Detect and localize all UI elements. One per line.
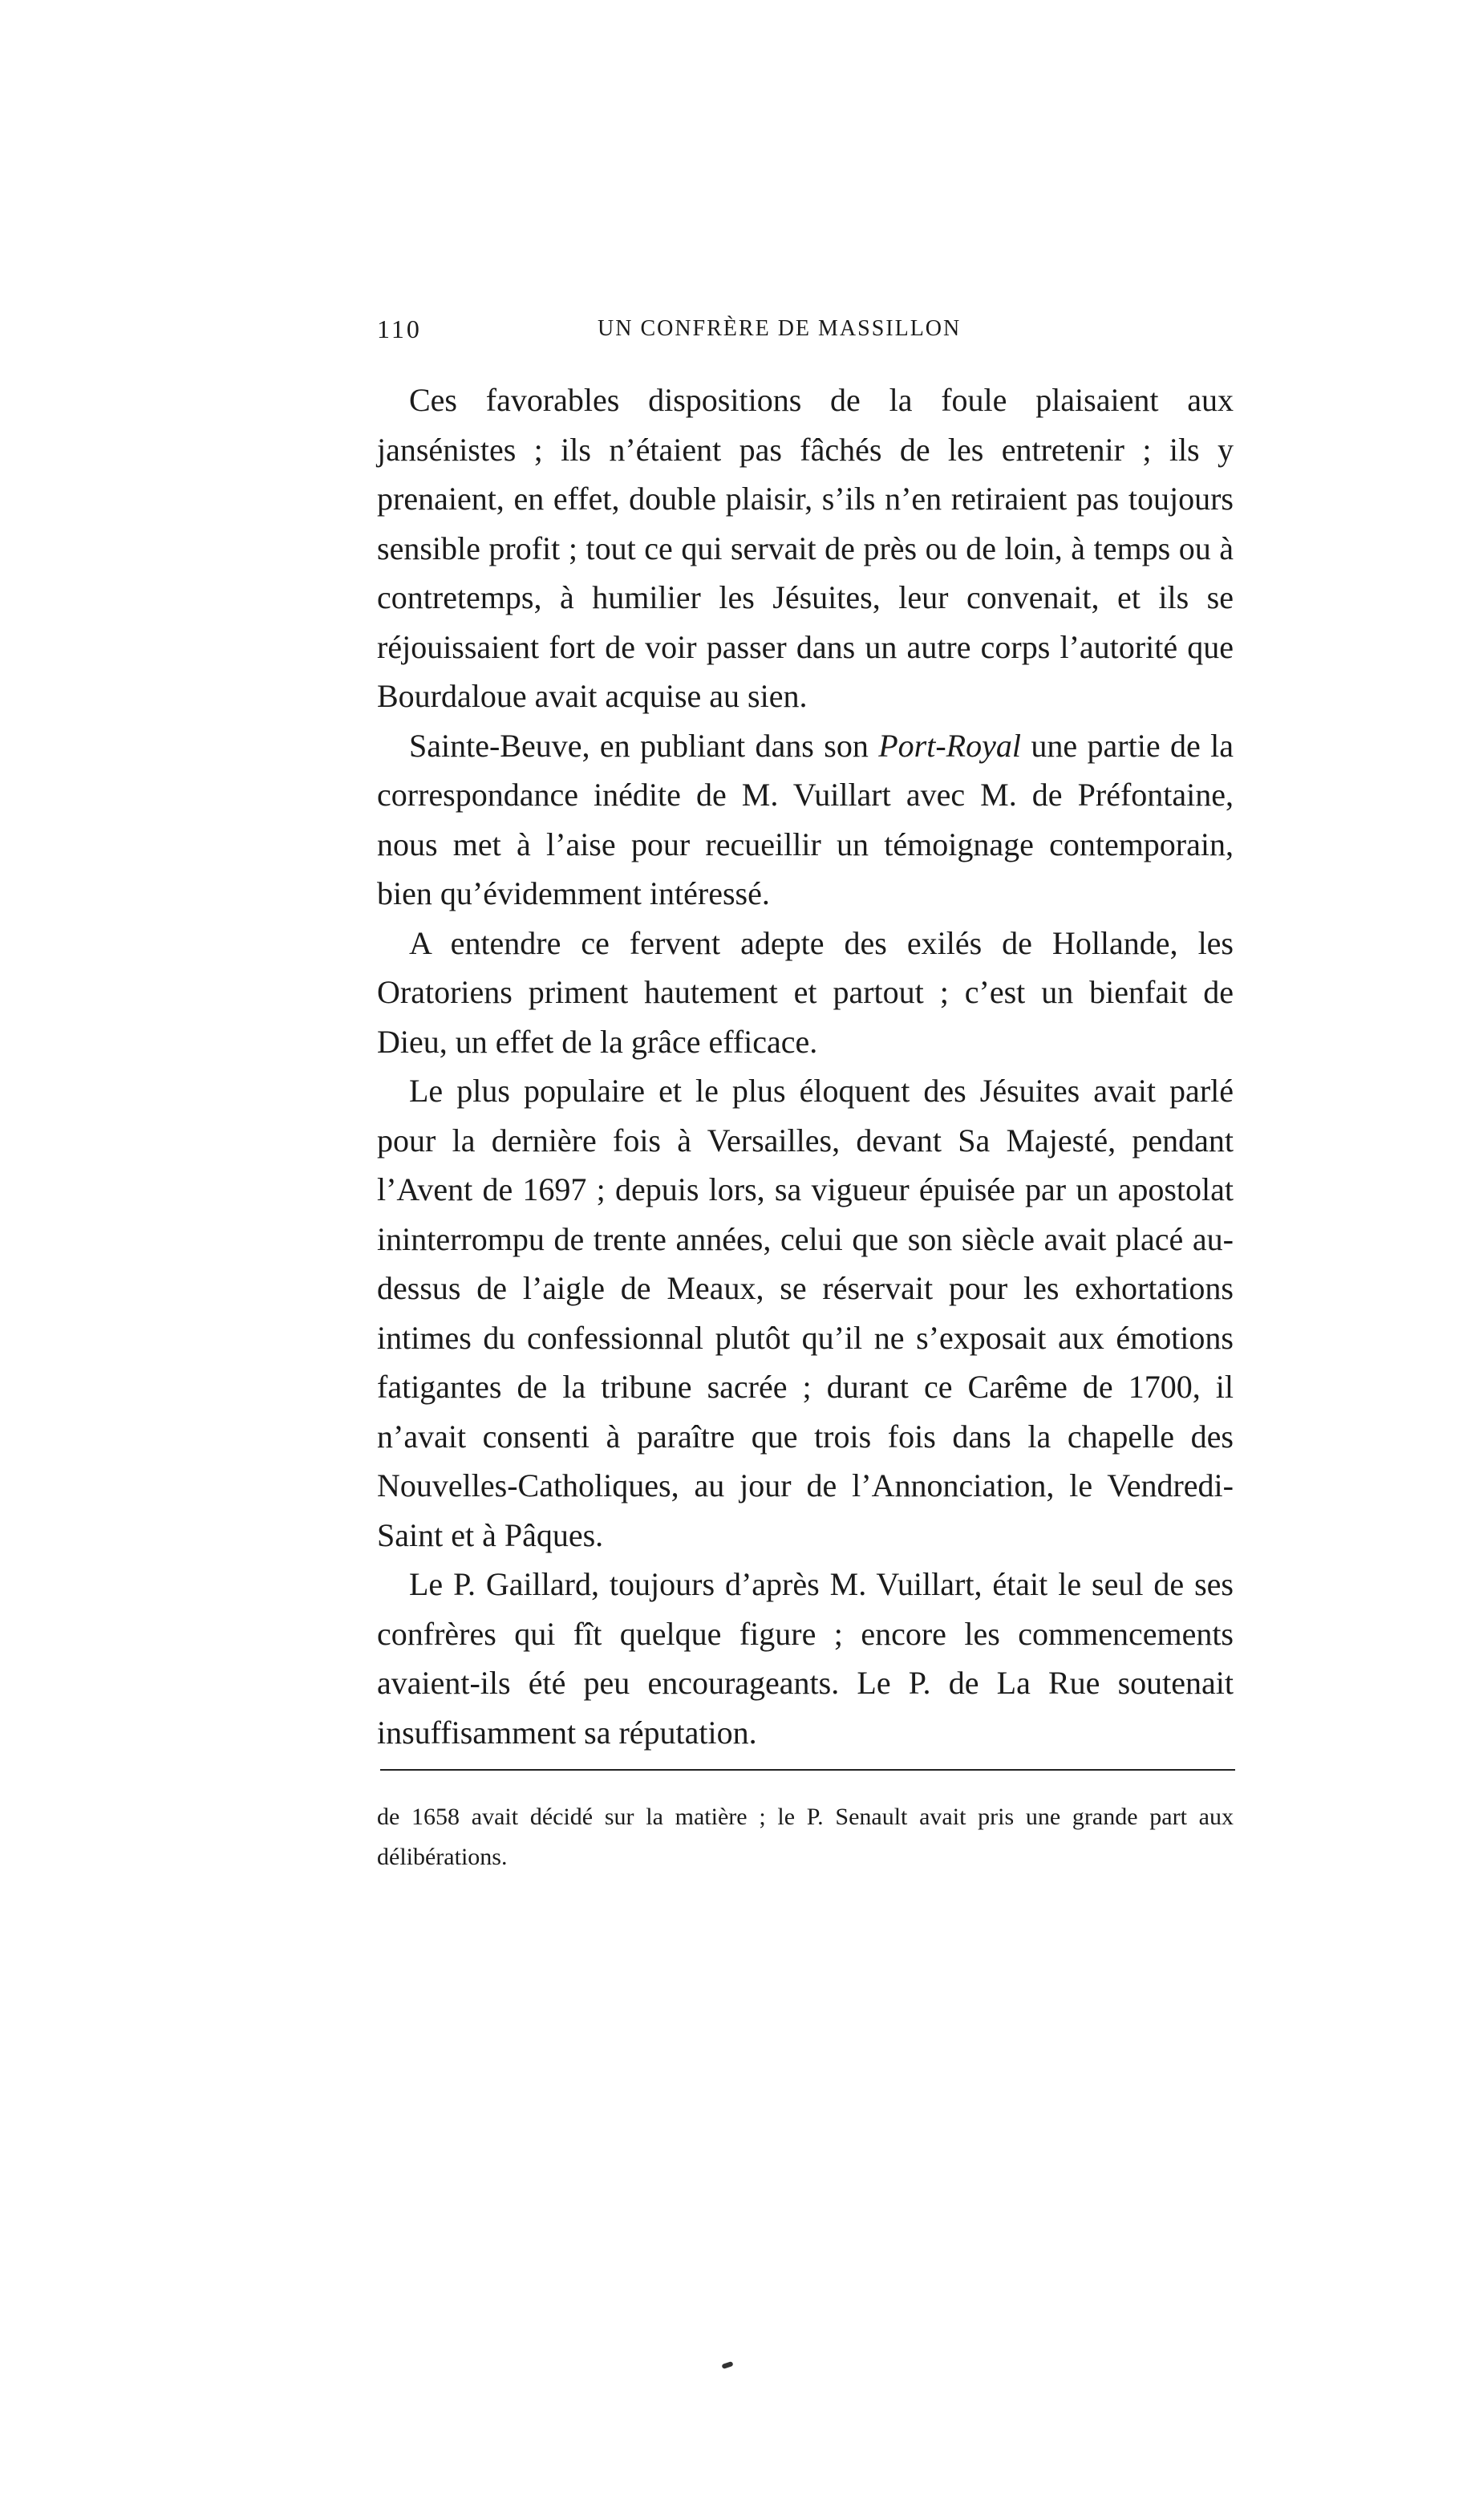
paragraph: Ces favorables dispositions de la foule plaisaient aux jansénistes ; ils n’étaient pas fâchés de les entretenir ; ils y prenaient, en effet, double plaisir, s’ils n’en retiraient pas toujours sensible profit ; tout ce qui servait de près ou de loin, à temps ou à contretemps, à humilier les Jésuites, leur convenait, et ils se réjouissaient fort de voir passer dans un autre corps l’autorité que Bourdaloue avait acquise au sien. xyxy=(377,382,1234,714)
running-title: UN CONFRÈRE DE MASSILLON xyxy=(598,316,962,341)
paragraph: Le P. Gaillard, toujours d’après M. Vuillart, était le seul de ses confrères qui fît quelque figure ; encore les commencements avaient-ils été peu encourageants. Le P. de La Rue soutenait insuffisamment sa réputation. xyxy=(377,1566,1234,1751)
paragraph: Le plus populaire et le plus éloquent des Jésuites avait parlé pour la dernière fois à Versailles, devant Sa Majesté, pendant l’Avent de 1697 ; depuis lors, sa vigueur épuisée par un apostolat ininterrompu de trente années, celui que son siècle avait placé au-dessus de l’aigle de Meaux, se réservait pour les exhortations intimes du confessionnal plutôt qu’il ne s’exposait aux émotions fatigantes de la tribune sacrée ; durant ce Carême de 1700, il n’avait consenti à paraître que trois fois dans la chapelle des Nouvelles-Catholiques, au jour de l’Annonciation, le Vendredi-Saint et à Pâques. xyxy=(377,1073,1234,1553)
footnote: de 1658 avait décidé sur la matière ; le P. Senault avait pris une grande part aux délibérations. xyxy=(377,1804,1234,1870)
paragraph xyxy=(377,721,1234,919)
ink-speck xyxy=(721,2361,733,2369)
body-text xyxy=(377,375,1234,1757)
page-number: 110 xyxy=(377,314,422,343)
running-head xyxy=(377,314,1234,355)
italic-title: Port-Royal xyxy=(878,727,1021,764)
paragraph: A entendre ce fervent adepte des exilés de Hollande, les Oratoriens priment hautement et partout ; c’est un bienfait de Dieu, un effet de la grâce efficace. xyxy=(377,924,1234,1060)
paragraph-text: Sainte-Beuve, en publiant dans son xyxy=(409,727,879,764)
footnote-rule xyxy=(380,1769,1235,1771)
paragraph-text: une partie de la correspondance inédite de M. Vuillart avec M. de Préfontaine, nous met à l’aise pour recueillir un témoignage contemporain, bien qu’évidemment intéressé. xyxy=(377,727,1234,911)
